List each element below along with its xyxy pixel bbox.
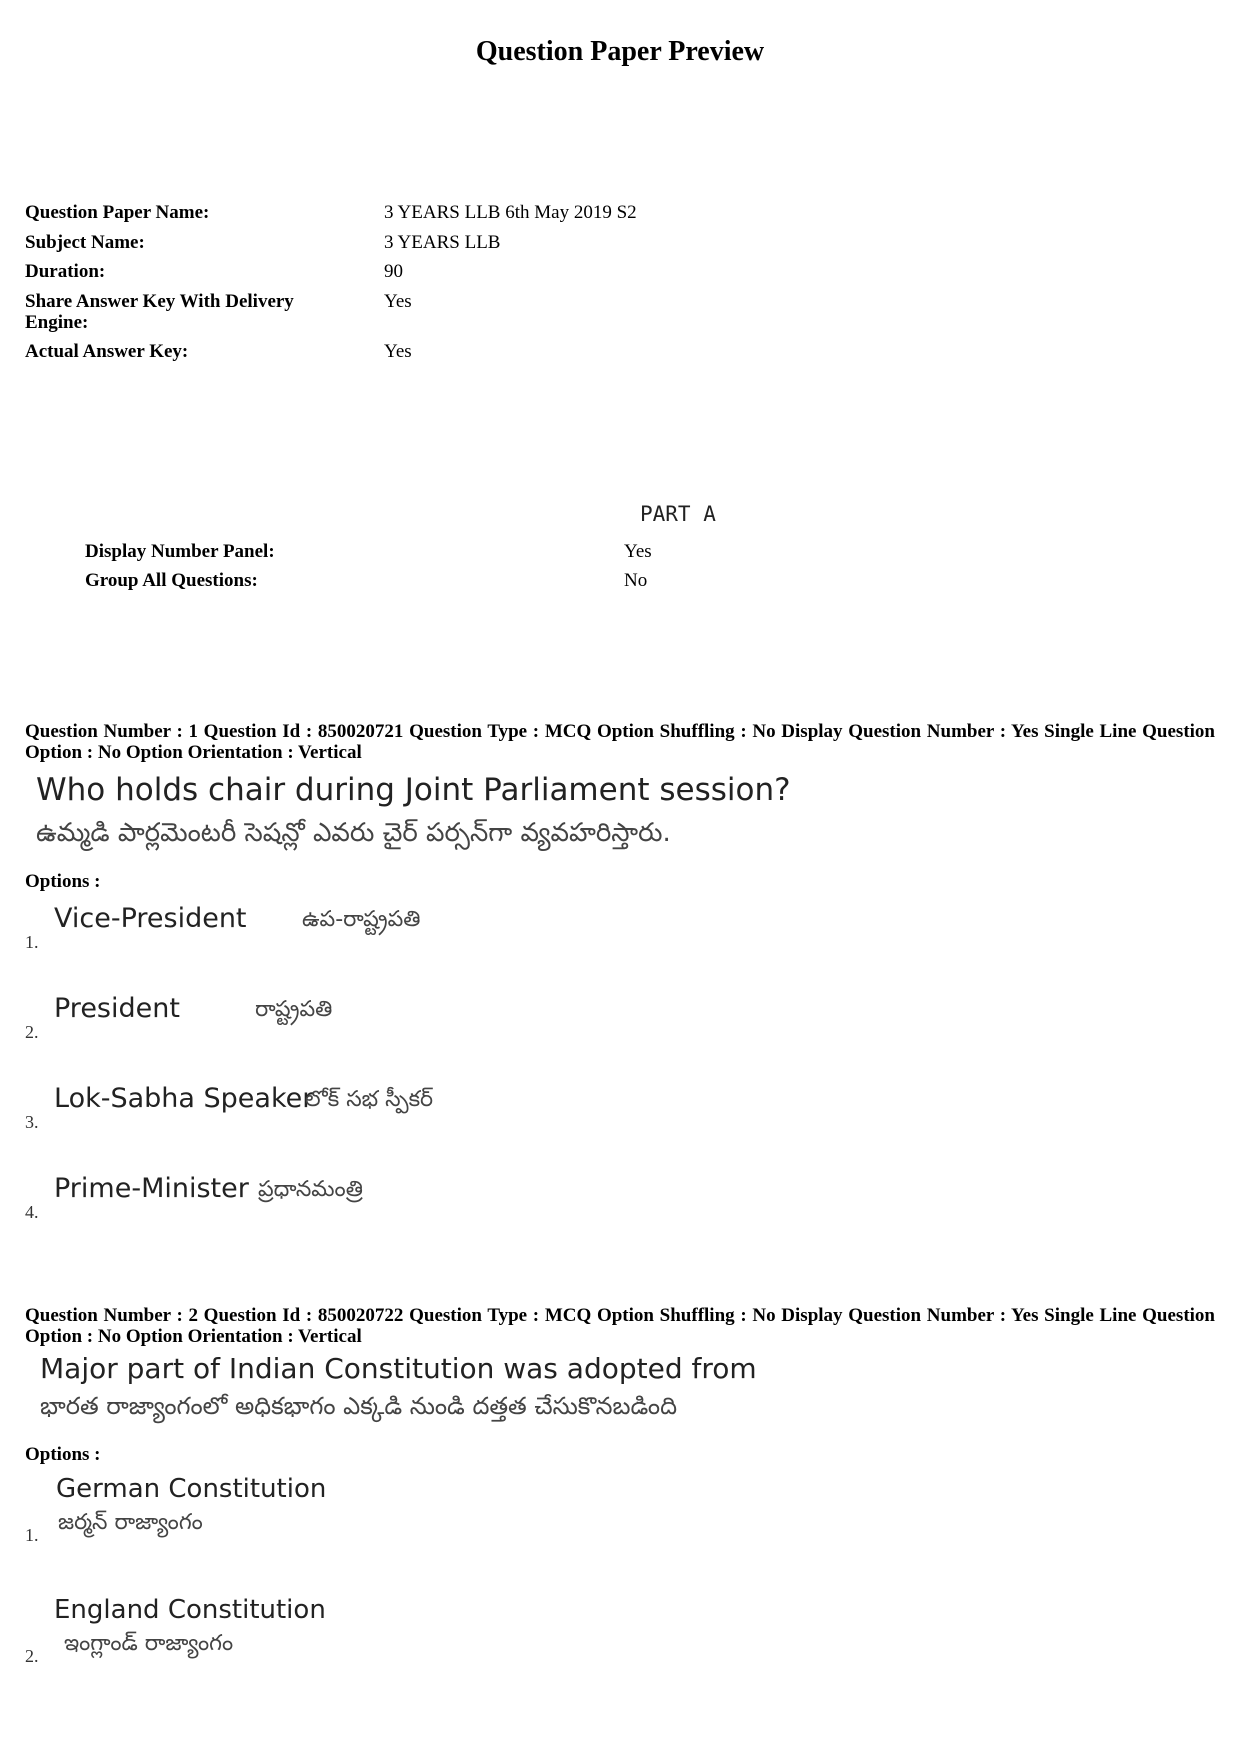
paper-name-label: Question Paper Name: [25,202,210,223]
option-number: 2. [25,1022,39,1042]
option-text-english: President [54,993,180,1024]
options-label: Options : [25,1444,101,1465]
share-answer-key-value: Yes [384,291,412,312]
option-number: 2. [25,1646,39,1666]
paper-name-value: 3 YEARS LLB 6th May 2019 S2 [384,202,637,223]
option-text-telugu: లోక్ సభ స్పీకర్ [305,1087,434,1112]
group-all-questions-label: Group All Questions: [85,570,258,591]
option-number: 3. [25,1112,39,1132]
subject-name-label: Subject Name: [25,232,145,253]
question-text-telugu: భారత రాజ్యాంగంలో అధికభాగం ఎక్కడి నుండి దత్తత చేసుకొనబడింది [40,1392,678,1420]
option-text-english: England Constitution [54,1595,326,1625]
actual-answer-key-value: Yes [384,341,412,362]
part-title: PART A [640,502,716,526]
actual-answer-key-label: Actual Answer Key: [25,341,189,362]
option-text-english: Vice-President [54,903,247,934]
question-header: Question Number : 2 Question Id : 850020722 Question Type : MCQ Option Shuffling : No Display Question Number : Yes Single Line Question Option : No Option Orientation : Vertical [25,1305,1215,1347]
question-text-telugu: ఉమ్మడి పార్లమెంటరీ సెషన్లో ఎవరు చైర్ పర్సన్‌గా వ్యవహరిస్తారు. [36,818,671,848]
option-text-telugu: ఉప-రాష్ట్రపతి [302,907,421,932]
option-text-english: German Constitution [56,1474,327,1504]
option-number: 1. [25,932,39,952]
subject-name-value: 3 YEARS LLB [384,232,501,253]
option-text-telugu: జర్మన్ రాజ్యాంగం [58,1510,203,1535]
page-title: Question Paper Preview [475,36,765,67]
duration-value: 90 [384,261,403,282]
question-text-english: Major part of Indian Constitution was adopted from [40,1352,757,1385]
option-text-telugu: ఇంగ్లాండ్ రాజ్యాంగం [64,1631,234,1656]
question-header: Question Number : 1 Question Id : 850020721 Question Type : MCQ Option Shuffling : No Display Question Number : Yes Single Line Question Option : No Option Orientation : Vertical [25,721,1215,763]
options-label: Options : [25,871,101,892]
group-all-questions-value: No [624,570,648,591]
option-text-english: Lok-Sabha Speaker [54,1083,314,1114]
duration-label: Duration: [25,261,106,282]
option-number: 4. [25,1202,39,1222]
share-answer-key-label: Share Answer Key With Delivery Engine: [25,291,294,333]
option-text-telugu: రాష్ట్రపతి [255,997,333,1022]
option-number: 1. [25,1525,39,1545]
display-number-panel-value: Yes [624,541,652,562]
option-text-telugu: ప్రధానమంత్రి [258,1177,363,1202]
display-number-panel-label: Display Number Panel: [85,541,275,562]
question-text-english: Who holds chair during Joint Parliament session? [36,772,791,808]
option-text-english: Prime-Minister [54,1173,249,1204]
